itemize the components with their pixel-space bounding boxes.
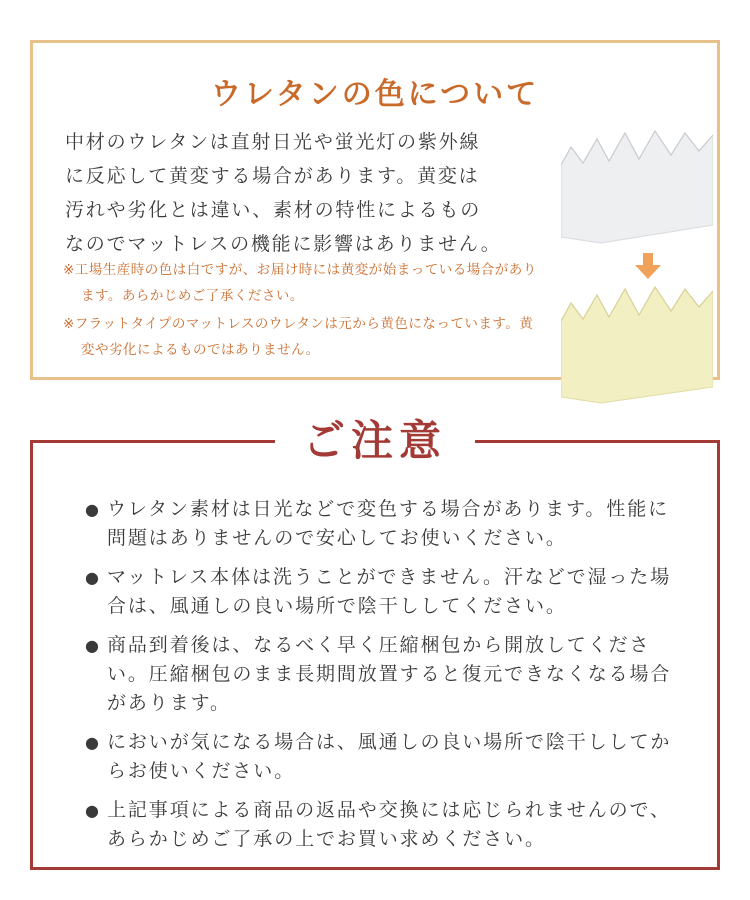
urethane-description	[65, 125, 535, 261]
urethane-section-title: ウレタンの色について	[210, 77, 540, 112]
caution-list	[85, 495, 685, 864]
foam-color-illustration	[561, 125, 713, 407]
bullet-icon: ●	[85, 636, 101, 655]
urethane-body-line: なのでマットレスの機能に影響はありません。	[65, 233, 502, 255]
urethane-note-flat-type: ※フラットタイプのマットレスのウレタンは元から黄色になっています。黄変や劣化によるものではありません。	[63, 316, 534, 358]
urethane-color-section	[30, 40, 720, 380]
caution-title-container	[275, 411, 475, 471]
caution-item-text: 上記事項による商品の返品や交換には応じられませんので、あらかじめご了承の上でお買い求めください。	[107, 799, 671, 850]
yellow-foam-image	[561, 287, 713, 403]
white-foam-image	[561, 131, 713, 243]
urethane-body-line: 中材のウレタンは直射日光や蛍光灯の紫外線	[65, 131, 481, 153]
caution-item-text: ウレタン素材は日光などで変色する場合があります。性能に問題はありませんので安心してお使いください。	[107, 498, 670, 549]
arrow-down-icon	[635, 253, 661, 279]
urethane-note-factory: ※工場生産時の色は白ですが、お届け時には黄変が始まっている場合があります。あらかじめご了承ください。	[63, 262, 537, 304]
bullet-icon: ●	[85, 801, 101, 820]
caution-title: ご注意	[302, 416, 447, 465]
caution-item	[85, 563, 685, 621]
caution-item-text: においが気になる場合は、風通しの良い場所で陰干ししてからお使いください。	[107, 731, 672, 782]
urethane-body-line: に反応して黄変する場合があります。黄変は	[65, 165, 480, 187]
caution-item-text: マットレス本体は洗うことができません。汗などで湿った場合は、風通しの良い場所で陰干ししてください。	[107, 566, 672, 617]
caution-item	[85, 631, 685, 718]
caution-item-text: 商品到着後は、なるべく早く圧縮梱包から開放してください。圧縮梱包のまま長期間放置すると復元できなくなる場合があります。	[107, 634, 672, 714]
caution-item	[85, 495, 685, 553]
caution-item	[85, 796, 685, 854]
bullet-icon: ●	[85, 733, 101, 752]
bullet-icon: ●	[85, 568, 101, 587]
bullet-icon: ●	[85, 500, 101, 519]
caution-item	[85, 728, 685, 786]
urethane-body-line: 汚れや劣化とは違い、素材の特性によるもの	[65, 199, 482, 221]
caution-section	[30, 416, 720, 870]
